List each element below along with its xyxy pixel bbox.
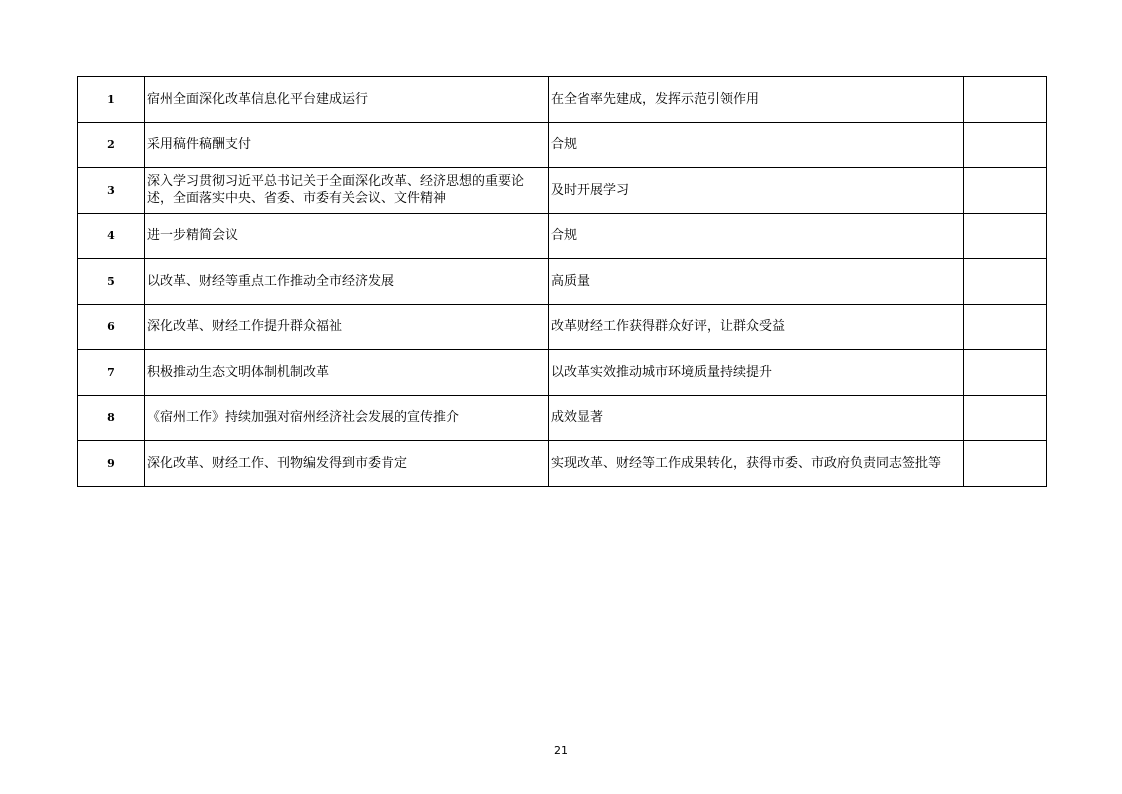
table-row (78, 441, 1047, 487)
row-standard: 以改革实效推动城市环境质量持续提升 (549, 350, 964, 396)
row-note (964, 350, 1047, 396)
row-number: 8 (78, 395, 145, 441)
row-item: 采用稿件稿酬支付 (145, 122, 549, 168)
row-item: 积极推动生态文明体制机制改革 (145, 350, 549, 396)
row-note (964, 259, 1047, 305)
row-number: 3 (78, 168, 145, 214)
row-standard: 改革财经工作获得群众好评，让群众受益 (549, 304, 964, 350)
row-item: 进一步精简会议 (145, 213, 549, 259)
row-note (964, 304, 1047, 350)
table-row (78, 168, 1047, 214)
task-table (77, 76, 1047, 487)
row-item: 深入学习贯彻习近平总书记关于全面深化改革、经济思想的重要论述，全面落实中央、省委、市委有关会议、文件精神 (145, 168, 549, 214)
row-number: 7 (78, 350, 145, 396)
row-item: 《宿州工作》持续加强对宿州经济社会发展的宣传推介 (145, 395, 549, 441)
table-row (78, 395, 1047, 441)
table-row (78, 350, 1047, 396)
row-note (964, 213, 1047, 259)
page-number: 21 (554, 744, 568, 757)
row-standard: 及时开展学习 (549, 168, 964, 214)
row-item: 以改革、财经等重点工作推动全市经济发展 (145, 259, 549, 305)
table-row (78, 304, 1047, 350)
row-note (964, 441, 1047, 487)
row-standard: 在全省率先建成，发挥示范引领作用 (549, 77, 964, 123)
table-row (78, 213, 1047, 259)
row-note (964, 77, 1047, 123)
row-item: 宿州全面深化改革信息化平台建成运行 (145, 77, 549, 123)
task-table-body (78, 77, 1047, 487)
row-number: 1 (78, 77, 145, 123)
row-note (964, 122, 1047, 168)
row-standard: 高质量 (549, 259, 964, 305)
row-standard: 合规 (549, 122, 964, 168)
row-item: 深化改革、财经工作提升群众福祉 (145, 304, 549, 350)
table-row (78, 122, 1047, 168)
row-number: 4 (78, 213, 145, 259)
row-standard: 实现改革、财经等工作成果转化，获得市委、市政府负责同志签批等 (549, 441, 964, 487)
row-item: 深化改革、财经工作、刊物编发得到市委肯定 (145, 441, 549, 487)
table-row (78, 259, 1047, 305)
row-number: 9 (78, 441, 145, 487)
row-number: 5 (78, 259, 145, 305)
row-standard: 成效显著 (549, 395, 964, 441)
row-note (964, 395, 1047, 441)
table-row (78, 77, 1047, 123)
row-standard: 合规 (549, 213, 964, 259)
row-number: 6 (78, 304, 145, 350)
row-note (964, 168, 1047, 214)
row-number: 2 (78, 122, 145, 168)
